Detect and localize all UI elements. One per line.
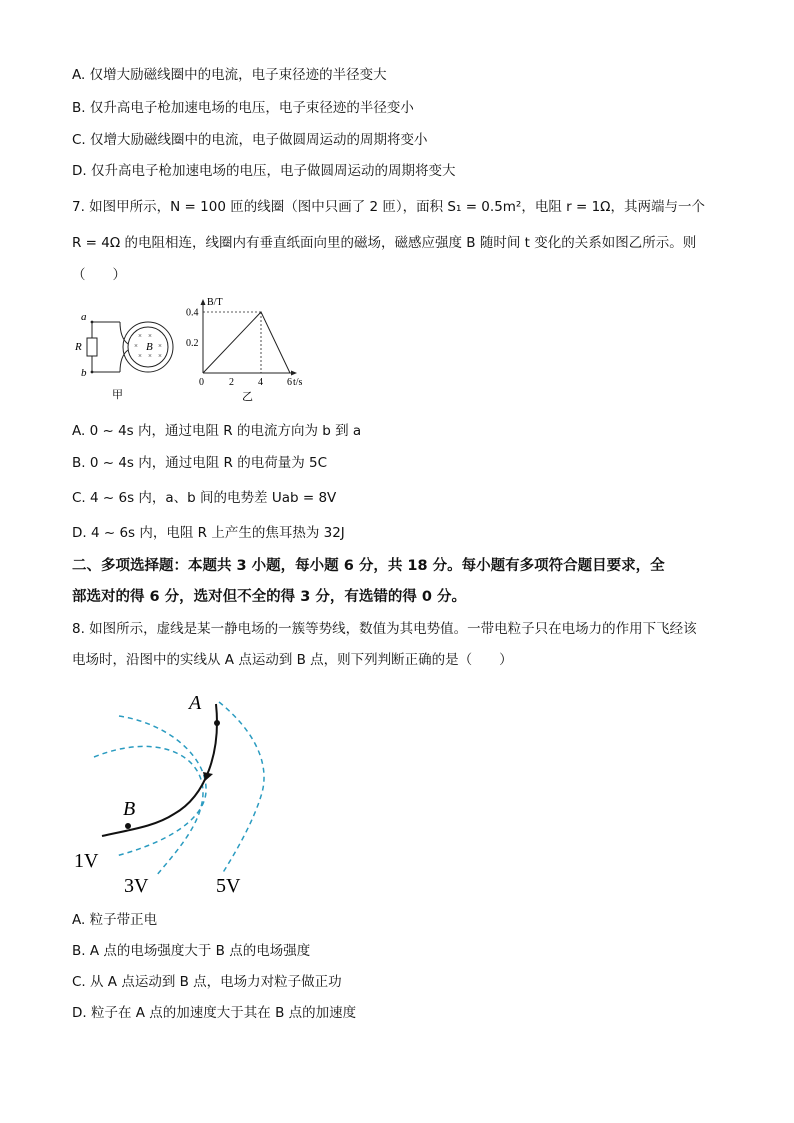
q7-option-a: A. 0 ~ 4s 内，通过电阻 R 的电流方向为 b 到 a — [72, 423, 362, 439]
q7-option-b: B. 0 ~ 4s 内，通过电阻 R 的电荷量为 5C — [72, 455, 328, 471]
q7-option-d: D. 4 ~ 6s 内，电阻 R 上产生的焦耳热为 32J — [72, 525, 345, 541]
y-tick-label: 0.2 — [186, 338, 199, 349]
svg-text:×: × — [158, 342, 162, 350]
label-1v: 1V — [74, 850, 99, 872]
q6-option-c: C. 仅增大励磁线圈中的电流，电子做圆周运动的周期将变小 — [72, 132, 428, 148]
label-r: R — [75, 341, 82, 353]
section-2-heading-line-2: 部选对的得 6 分，选对但不全的得 3 分，有选错的得 0 分。 — [72, 589, 467, 605]
equipotential-line-5v — [219, 702, 264, 874]
resistor-symbol — [87, 338, 97, 356]
x-tick-label: 6 — [287, 377, 292, 388]
svg-text:×: × — [148, 332, 152, 340]
q8-option-a: A. 粒子带正电 — [72, 912, 158, 928]
label-b: b — [81, 367, 87, 379]
point-a-label: A — [189, 692, 202, 714]
q8-option-d: D. 粒子在 A 点的加速度大于其在 B 点的加速度 — [72, 1005, 357, 1021]
particle-trajectory — [102, 704, 217, 836]
q8-stem-line-1: 8. 如图所示，虚线是某一静电场的一簇等势线，数值为其电势值。一带电粒子只在电场力的作用下飞经该 — [72, 621, 697, 637]
q7-figure-yi — [180, 296, 310, 402]
label-3v: 3V — [124, 875, 149, 897]
label-b-field: B — [146, 341, 153, 353]
x-tick-label: 0 — [199, 377, 204, 388]
x-axis-label: t/s — [293, 377, 303, 388]
q7-stem-line-3: （ ） — [72, 267, 126, 283]
q8-figure — [66, 684, 286, 904]
svg-text:×: × — [138, 352, 142, 360]
svg-text:×: × — [148, 352, 152, 360]
x-tick-label: 2 — [229, 377, 234, 388]
point-b-dot — [125, 823, 131, 829]
point-b-label: B — [123, 798, 136, 820]
q6-option-b: B. 仅升高电子枪加速电场的电压，电子束径迹的半径变小 — [72, 100, 414, 116]
label-5v: 5V — [216, 875, 241, 897]
point-a-dot — [214, 720, 220, 726]
svg-text:×: × — [138, 332, 142, 340]
caption-jia: 甲 — [112, 389, 123, 400]
q6-option-a: A. 仅增大励磁线圈中的电流，电子束径迹的半径变大 — [72, 67, 387, 83]
q7-figure-jia — [70, 300, 180, 400]
q8-stem-line-2: 电场时，沿图中的实线从 A 点运动到 B 点，则下列判断正确的是（ ） — [72, 652, 513, 668]
q7-stem-line-1: 7. 如图甲所示，N = 100 匝的线圈（图中只画了 2 匝），面积 S₁ = 0.5m²，电阻 r = 1Ω，其两端与一个 — [72, 199, 705, 215]
q8-option-c: C. 从 A 点运动到 B 点，电场力对粒子做正功 — [72, 974, 342, 990]
q6-option-d: D. 仅升高电子枪加速电场的电压，电子做圆周运动的周期将变大 — [72, 163, 456, 179]
label-a: a — [81, 311, 87, 323]
svg-text:×: × — [158, 352, 162, 360]
b-t-series-line — [203, 312, 290, 373]
section-2-heading-line-1: 二、多项选择题：本题共 3 小题，每小题 6 分，共 18 分。每小题有多项符合题目要求，全 — [72, 558, 665, 574]
y-axis-label: B/T — [207, 297, 223, 308]
caption-yi: 乙 — [242, 391, 253, 402]
x-tick-label: 4 — [258, 377, 263, 388]
q7-stem-line-2: R = 4Ω 的电阻相连，线圈内有垂直纸面向里的磁场，磁感应强度 B 随时间 t 变化的关系如图乙所示。则 — [72, 235, 697, 251]
svg-text:×: × — [134, 342, 138, 350]
equipotential-line-3v — [94, 746, 203, 876]
y-tick-label: 0.4 — [186, 307, 199, 319]
equipotential-line-1v — [116, 716, 206, 856]
q7-option-c: C. 4 ~ 6s 内，a、b 间的电势差 Uab = 8V — [72, 490, 337, 506]
q8-option-b: B. A 点的电场强度大于 B 点的电场强度 — [72, 943, 311, 959]
